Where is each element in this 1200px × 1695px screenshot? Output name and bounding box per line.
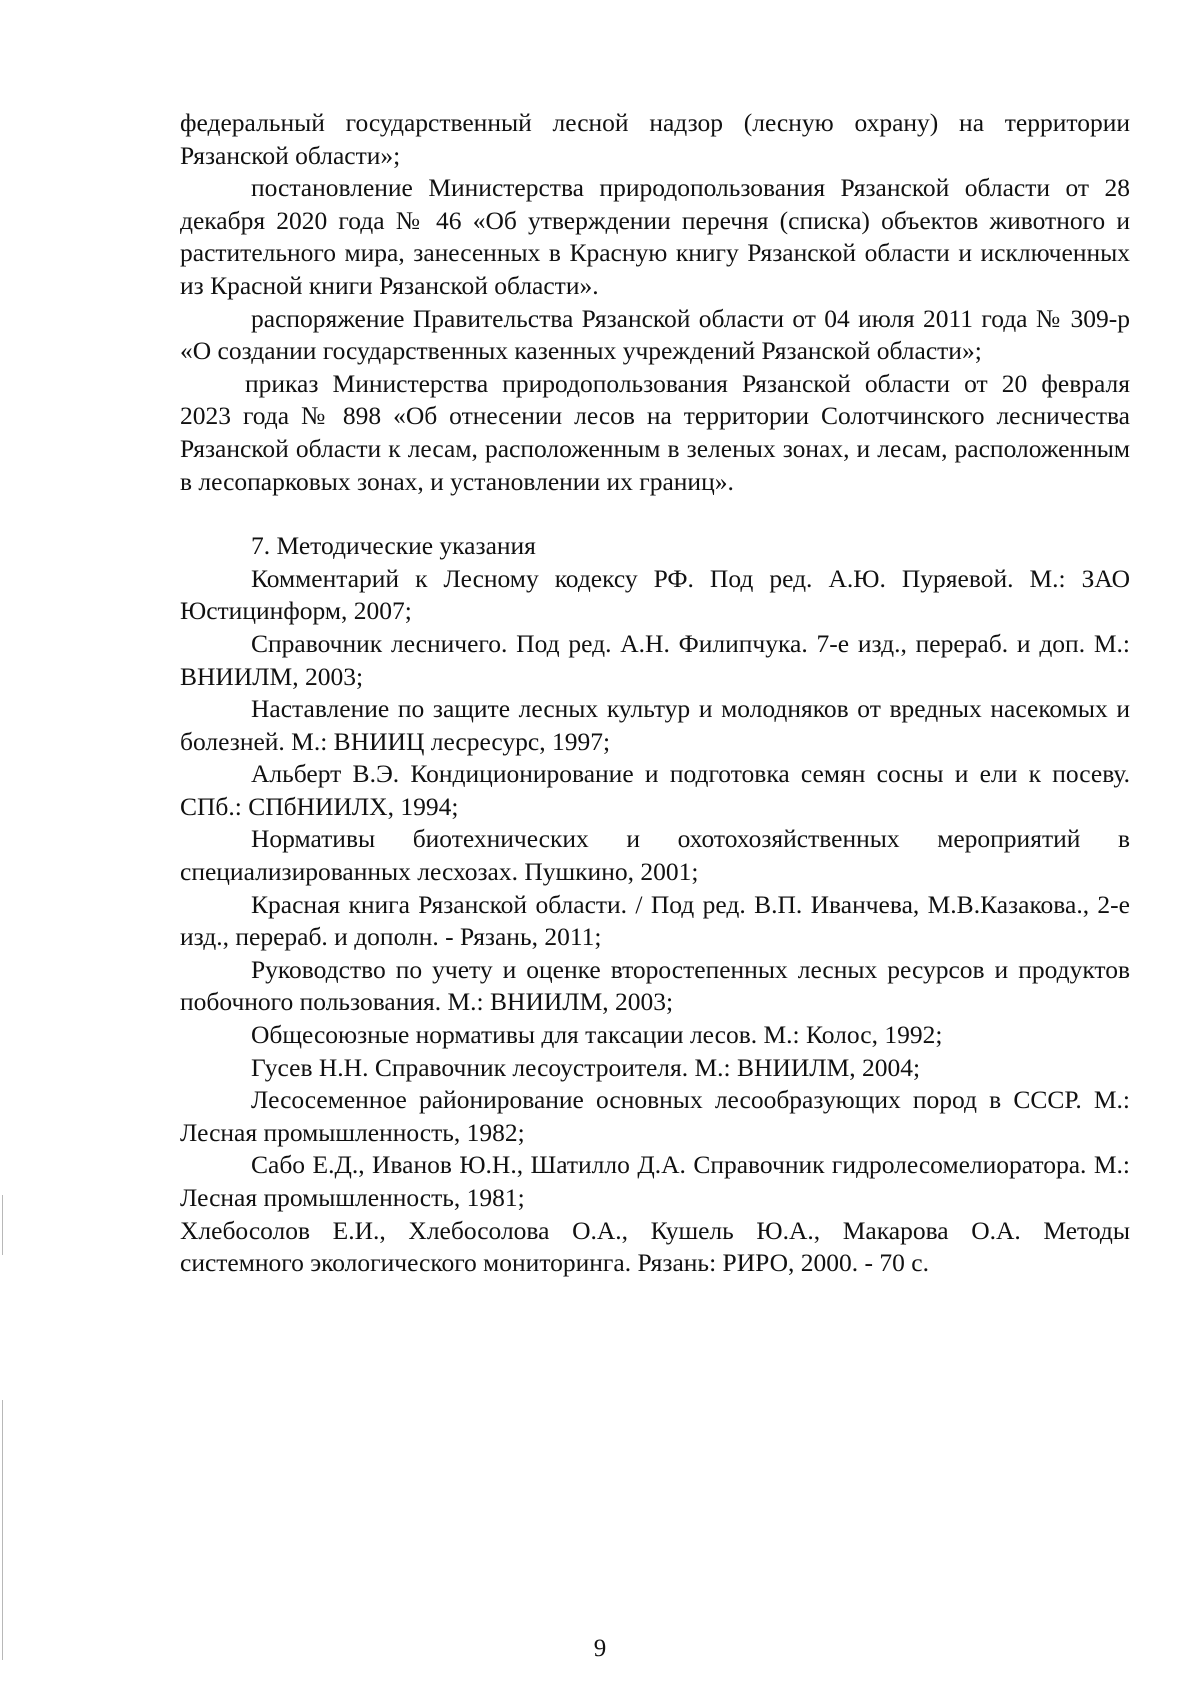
reference-item: Лесосеменное районирование основных лесообразующих пород в СССР. М.: Лесная промышленность, 1982;: [180, 1085, 1130, 1147]
reference-item: Красная книга Рязанской области. / Под ред. В.П. Иванчева, М.В.Казакова., 2-е изд., перераб. и дополн. - Рязань, 2011;: [180, 889, 1130, 952]
paragraph-forest-supervision-end: федеральный государственный лесной надзор (лесную охрану) на территории Рязанской области»;: [180, 108, 1130, 170]
reference-item: Руководство по учету и оценке второстепенных лесных ресурсов и продуктов побочного пользования. М.: ВНИИЛМ, 2003;: [180, 954, 1130, 1017]
paragraph-resolution-red-book: постановление Министерства природопользования Рязанской области от 28 декабря 2020 года № 46 «Об утверждении перечня (списка) объектов животного и растительного мира, занесенных в Красную книгу Рязанской области и исключенных из Красной книги Рязанской области».: [180, 173, 1130, 300]
section-heading-methodical-guidelines: 7. Методические указания: [251, 531, 536, 561]
reference-item: Справочник лесничего. Под ред. А.Н. Филипчука. 7-е изд., перераб. и доп. М.: ВНИИЛМ, 2003;: [180, 628, 1130, 691]
reference-item: Гусев Н.Н. Справочник лесоустроителя. М.: ВНИИЛМ, 2004;: [251, 1052, 921, 1082]
paragraph-ministry-order: приказ Министерства природопользования Рязанской области от 20 февраля 2023 года № 898 «Об отнесении лесов на территории Солотчинского лесничества Рязанской области к лесам, расположенным в зеленых зонах, и лесам, расположенным в лесопарковых зонах, и установлении их границ».: [180, 368, 1130, 496]
reference-item: Наставление по защите лесных культур и молодняков от вредных насекомых и болезней. М.: ВНИИЦ лесресурс, 1997;: [180, 694, 1130, 756]
reference-item: Комментарий к Лесному кодексу РФ. Под ред. А.Ю. Пуряевой. М.: ЗАО Юстицинформ, 2007;: [180, 563, 1130, 626]
reference-item: Нормативы биотехнических и охотохозяйственных мероприятий в специализированных лесхозах. Пушкино, 2001;: [180, 824, 1130, 887]
scan-edge-mark: [2, 1195, 3, 1255]
reference-item: Общесоюзные нормативы для таксации лесов. М.: Колос, 1992;: [251, 1020, 943, 1050]
reference-item: Сабо Е.Д., Иванов Ю.Н., Шатилло Д.А. Справочник гидролесомелиоратора. М.: Лесная промышленность, 1981;: [180, 1150, 1130, 1212]
scan-edge-mark: [2, 1400, 3, 1660]
reference-item: Альберт В.Э. Кондиционирование и подготовка семян сосны и ели к посеву. СПб.: СПбНИИЛХ, 1994;: [180, 759, 1130, 821]
document-body: [180, 107, 1130, 1280]
reference-item: Хлебосолов Е.И., Хлебосолова О.А., Кушель Ю.А., Макарова О.А. Методы системного экологического мониторинга. Рязань: РИРО, 2000. - 70 с.: [180, 1215, 1130, 1278]
paragraph-government-order: распоряжение Правительства Рязанской области от 04 июля 2011 года № 309-р «О создании государственных казенных учреждений Рязанской области»;: [180, 303, 1130, 366]
page-number: 9: [593, 1635, 607, 1662]
